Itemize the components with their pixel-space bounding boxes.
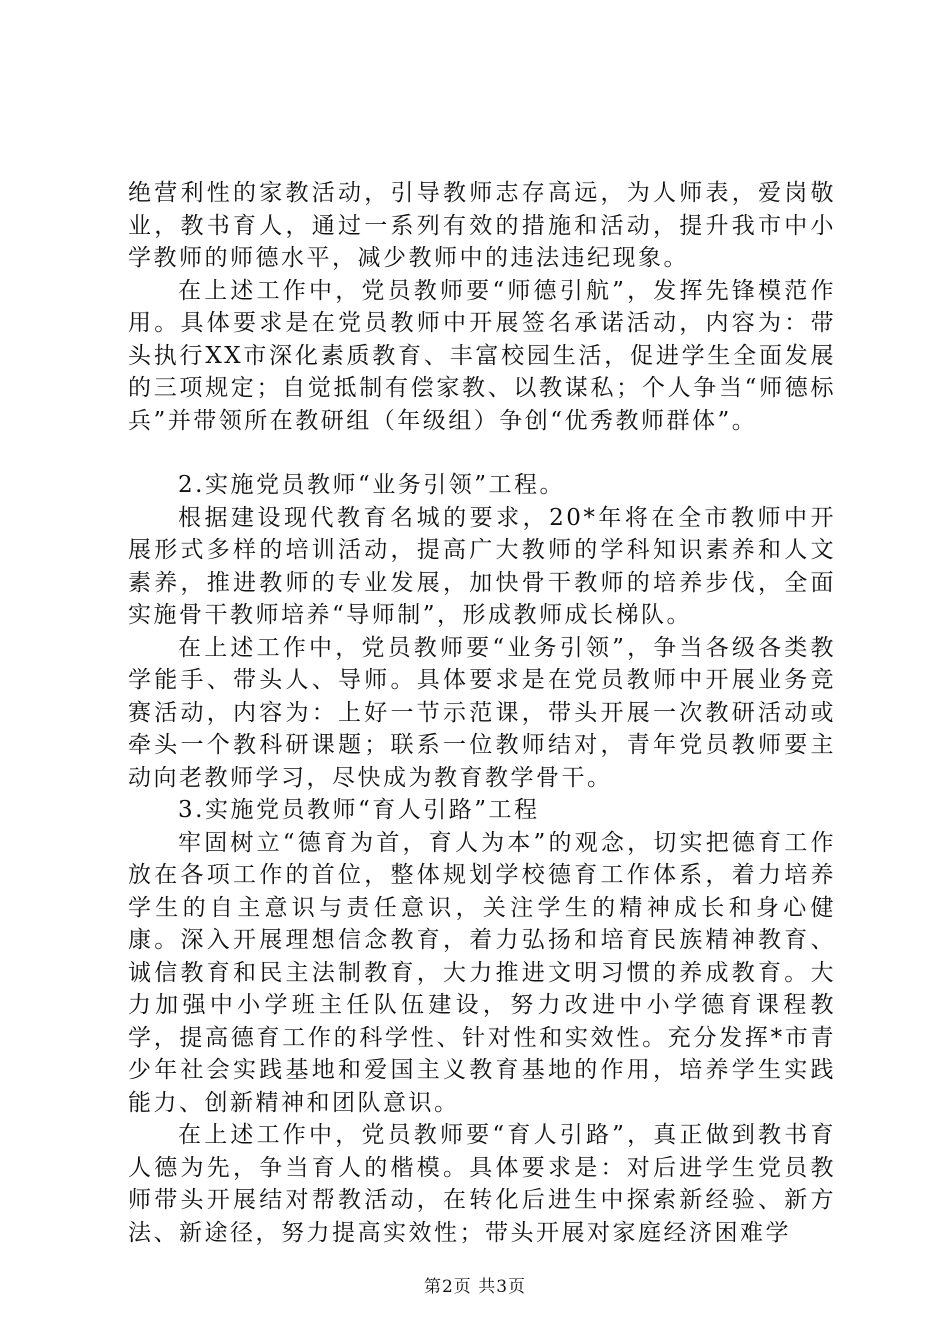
paragraph-training: 根据建设现代教育名城的要求，20*年将在全市教师中开展形式多样的培训活动，提高广大教师的学科知识素养和人文素养，推进教师的专业发展，加快骨干教师的培养步伐，全面实施骨干教师培养“导师制”，形成教师成长梯队。 bbox=[128, 504, 836, 628]
page-number-footer: 第2页 共3页 bbox=[423, 1277, 527, 1297]
document-body bbox=[128, 177, 836, 1249]
paragraph-yuren-requirements: 在上述工作中，党员教师要“育人引路”，真正做到教书育人德为先，争当育人的楷模。具体要求是：对后进学生党员教师带头开展结对帮教活动，在转化后进生中探索新经验、新方法、新途径，努力提高实效性；带头开展对家庭经济困难学 bbox=[128, 1122, 836, 1246]
paragraph-moral-education: 牢固树立“德育为首，育人为本”的观念，切实把德育工作放在各项工作的首位，整体规划学校德育工作体系，着力培养学生的自主意识与责任意识，关注学生的精神成长和身心健康。深入开展理想信念教育，着力弘扬和培育民族精神教育、诚信教育和民主法制教育，大力推进文明习惯的养成教育。大力加强中小学班主任队伍建设，努力改进中小学德育课程教学，提高德育工作的科学性、针对性和实效性。充分发挥*市青少年社会实践基地和爱国主义教育基地的作用，培养学生实践能力、创新精神和团队意识。 bbox=[128, 829, 836, 1116]
heading-yuren-yinlu: 3.实施党员教师“育人引路”工程 bbox=[178, 797, 540, 823]
paragraph-yewu-requirements: 在上述工作中，党员教师要“业务引领”，争当各级各类教学能手、带头人、导师。具体要求是在党员教师中开展业务竞赛活动，内容为：上好一节示范课，带头开展一次教研活动或牵头一个教科研课题；联系一位教师结对，青年党员教师要主动向老教师学习，尽快成为教育教学骨干。 bbox=[128, 634, 836, 791]
paragraph-continuation: 绝营利性的家教活动，引导教师志存高远，为人师表，爱岗敬业，教书育人，通过一系列有效的措施和活动，提升我市中小学教师的师德水平，减少教师中的违法违纪现象。 bbox=[128, 180, 836, 271]
paragraph-shide-yinhang: 在上述工作中，党员教师要“师德引航”，发挥先锋模范作用。具体要求是在党员教师中开展签名承诺活动，内容为：带头执行XX市深化素质教育、丰富校园生活，促进学生全面发展的三项规定；自觉抵制有偿家教、以教谋私；个人争当“师德标兵”并带领所在教研组（年级组）争创“优秀教师群体”。 bbox=[128, 277, 836, 434]
heading-yewu-yinling: 2.实施党员教师“业务引领”工程。 bbox=[178, 472, 565, 498]
